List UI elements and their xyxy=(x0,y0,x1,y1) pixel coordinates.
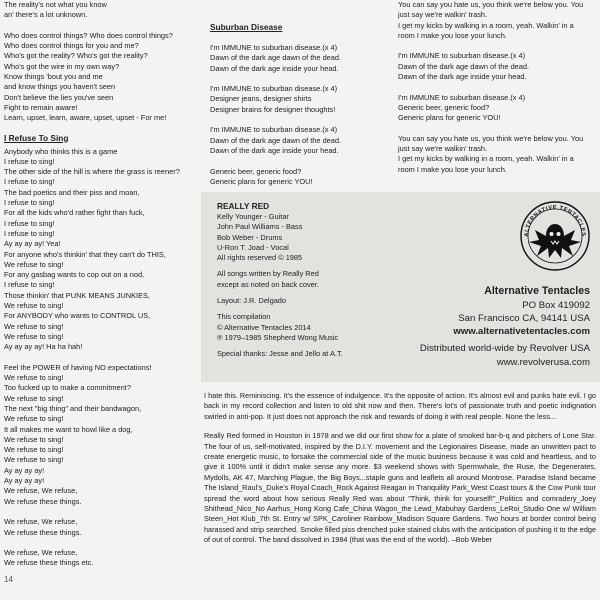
stanza-break xyxy=(4,538,200,548)
compilation-credit xyxy=(217,312,397,343)
lyric-line: Ay ay ay ay! xyxy=(4,465,45,475)
lyrics-suburban-disease xyxy=(210,43,390,187)
lyric-line: Who does control things? Who does control things? xyxy=(4,30,173,40)
lyric-line: The bad poetics and their piss and moan, xyxy=(4,187,140,197)
band-name: REALLY RED xyxy=(217,201,270,211)
rights-line: All rights reserved © 1985 xyxy=(217,253,303,263)
lyric-line: an' there's a lot unknown. xyxy=(4,10,88,20)
lyric-line: We refuse, We refuse, xyxy=(4,486,78,496)
lyric-line: We refuse to sing! xyxy=(4,455,64,465)
stanza-break xyxy=(210,115,390,125)
lyric-line: I refuse to sing! xyxy=(4,177,55,187)
special-thanks: Special thanks: Jesse and Jello at A.T. xyxy=(217,349,343,359)
lyric-line: For anyone who's thinkin' that they can't do THIS, xyxy=(4,249,166,259)
lyric-line: We refuse these things etc. xyxy=(4,558,94,568)
lyrics-continued xyxy=(4,0,200,124)
stanza-break xyxy=(398,82,598,92)
lyric-line: Generic beer, generic food? xyxy=(398,102,490,112)
distributor-website[interactable]: www.revolverusa.com xyxy=(496,357,590,368)
lyric-line: Who's got the reality? Who's got the reality? xyxy=(4,51,148,61)
lyric-line: room I make you lose your lunch. xyxy=(398,164,507,174)
lyric-line: I'm IMMUNE to suburban disease.(x 4) xyxy=(398,51,526,61)
lyric-line: For all the kids who'd rather fight than fuck, xyxy=(4,208,145,218)
lyric-line: We refuse, We refuse, xyxy=(4,517,78,527)
lyric-line: The reality's not what you know xyxy=(4,0,107,9)
alternative-tentacles-logo xyxy=(515,200,595,272)
lyric-line: Those thinkin' that PUNK MEANS JUNKIES, xyxy=(4,290,150,300)
member-list xyxy=(217,212,397,253)
lyric-line: You can say you hate us, you think we're below you. You xyxy=(398,0,584,9)
lyric-line: We refuse to sing! xyxy=(4,259,64,269)
songs-note xyxy=(217,269,397,290)
lyric-line: Generic plans for generic YOU! xyxy=(210,176,313,186)
lyric-line: We refuse to sing! xyxy=(4,321,64,331)
lyric-line: We refuse these things. xyxy=(4,527,82,537)
label-po-box: PO Box 419092 xyxy=(522,300,590,311)
lyric-line: Feel the POWER of having NO expectations! xyxy=(4,362,152,372)
lyric-line: We refuse to sing! xyxy=(4,331,64,341)
lyric-line: I refuse to sing! xyxy=(4,198,55,208)
lyric-line: The next "big thing" and their bandwagon, xyxy=(4,403,142,413)
lyric-line: You can say you hate us, you think we're below you. You xyxy=(398,133,584,143)
liner-notes-paragraph-2: Really Red formed in Houston in 1978 and we did our first show for a plate of smoked bar-b-q and pitchers of Lone Star. The four of us, self-motivated, inspired by the D.I.Y. movement and the Legionaires Disease, made an unwritten pact to create energetic music, to forsake the commercial side of the music business because it was cold and heartless, and to give it 100% until it didn't make sense any more. $3 weekend shows with Spermwhale, the Ruse, the Degenerates, Mydolls, AK 47, Marching Plague, the Big Boys...staple guns and leaflets all around Montrose. Paradise Island became The Island_Raul's_Duke's Royal Coach_Rock Against Reagan in Tranquility Park_West Coast tours & the Cow Punk tour spread the word about how serious Really Red was about "Think, think for yourself!"_Politics and comradery_Joey Shithead_Nico_No Aarhus_Hong Kong Cafe_China Wagon_the Lewd_Mabuhay Gardens_LeRoi_Studio One w/ William Steen_Hot Klub_7th St. Entry w/ SPK_Caroliner Rainbow_Madison Square Gardens. Two hours at border control being harassed and strip searched. Smoke filled piss drenched puke stained clubs with the anticipation of pushing it to the edge of out of control. The band dissolved in 1984 (that was the end of the world). –Bob Weber xyxy=(204,431,596,545)
lyric-line: I refuse to sing! xyxy=(4,280,55,290)
lyric-line: Designer jeans, designer shirts xyxy=(210,94,312,104)
stanza-break xyxy=(4,21,200,31)
lyric-line: I'm IMMUNE to suburban disease.(x 4) xyxy=(210,84,338,94)
lyric-line: just say we're walkin' trash. xyxy=(398,144,488,154)
lyrics-i-refuse-to-sing xyxy=(4,147,200,569)
page-number: 14 xyxy=(4,575,13,584)
svg-text:ALTERNATIVE TENTACLES: ALTERNATIVE TENTACLES xyxy=(523,204,587,237)
credit-line: This compilation xyxy=(217,312,271,322)
lyric-line: Who does control things for you and me? xyxy=(4,41,139,51)
layout-credit: Layout: J.R. Delgado xyxy=(217,296,287,306)
member-line: Bob Weber - Drums xyxy=(217,232,283,242)
song-title-i-refuse-to-sing: I Refuse To Sing xyxy=(4,132,69,143)
lyric-line: We refuse to sing! xyxy=(4,301,64,311)
lyric-line: The other side of the hill is where the grass is reener? xyxy=(4,167,180,177)
liner-notes-paragraph-1: I hate this. Reminiscing. It's the essence of indulgence. It's the opposite of action. It's almost evil and punks hate evil. I go back in my record collection and listen to old shit now and then. There's lot's of passionate truth and poetic indignation swirled in anti-pop. It just does not approach the risk and rewards of doing it with real people. None the less... xyxy=(204,391,596,421)
lyric-line: We refuse, We refuse, xyxy=(4,548,78,558)
lyric-line: Dawn of the dark age dawn of the dead. xyxy=(398,61,530,71)
band-credits xyxy=(217,200,397,360)
lyric-line: We refuse these things. xyxy=(4,496,82,506)
song-title-suburban-disease: Suburban Disease xyxy=(210,22,283,32)
stanza-break xyxy=(210,156,390,166)
distribution-line: Distributed world-wide by Revolver USA xyxy=(419,343,590,354)
lyric-line: We refuse to sing! xyxy=(4,414,64,424)
label-website[interactable]: www.alternativetentacles.com xyxy=(453,326,590,337)
lyric-line: I'm IMMUNE to suburban disease.(x 4) xyxy=(210,125,338,135)
lyric-line: We refuse to sing! xyxy=(4,434,64,444)
lyric-line: Fight to remain aware! xyxy=(4,102,78,112)
stanza-break xyxy=(398,41,598,51)
lyric-line: Ay ay ay ay! Ha ha hah! xyxy=(4,342,83,352)
member-line: Kelly Younger - Guitar xyxy=(217,212,289,221)
lyric-line: I get my kicks by walking in a room, yeah. Walkin' in a xyxy=(398,154,574,164)
lyric-line: just say we're walkin' trash. xyxy=(398,10,488,20)
lyric-line: Generic beer, generic food? xyxy=(210,166,302,176)
lyric-line: I'm IMMUNE to suburban disease.(x 4) xyxy=(398,92,526,102)
credit-line: ℗ 1979–1985 Shepherd Wong Music xyxy=(217,332,339,342)
member-line: U-Ron T. Joad - Vocal xyxy=(217,242,289,252)
lyric-line: Generic plans for generic YOU! xyxy=(398,113,501,123)
lyric-line: Ay ay ay ay! Yea! xyxy=(4,239,61,249)
lyric-line: I refuse to sing! xyxy=(4,156,55,166)
lyric-line: We refuse to sing! xyxy=(4,393,64,403)
lyric-line: For ANYBODY who wants to CONTROL US, xyxy=(4,311,151,321)
lyric-line: Anybody who thinks this is a game xyxy=(4,146,118,156)
stanza-break xyxy=(398,124,598,134)
lyric-line: Dawn of the dark age dawn of the dead. xyxy=(210,135,342,145)
lyric-line: Know things 'bout you and me xyxy=(4,72,103,82)
lyric-line: I refuse to sing! xyxy=(4,218,55,228)
lyrics-suburban-disease-continued xyxy=(398,0,598,175)
lyric-line: We refuse to sing! xyxy=(4,445,64,455)
liner-notes xyxy=(204,391,596,555)
right-column xyxy=(398,0,598,175)
stanza-break xyxy=(210,74,390,84)
lyric-line: I'm IMMUNE to suburban disease.(x 4) xyxy=(210,43,338,52)
lyric-line: Who's got the wire in my own way? xyxy=(4,61,120,71)
lyric-line: room I make you lose your lunch. xyxy=(398,30,507,40)
lyric-line: Dawn of the dark age dawn of the dead. xyxy=(210,53,342,63)
left-column xyxy=(4,0,200,569)
middle-column xyxy=(210,22,390,187)
lyric-line: Dawn of the dark age inside your head. xyxy=(398,72,527,82)
lyric-line: Dawn of the dark age inside your head. xyxy=(210,63,339,73)
lyric-line: Learn, upset, learn, aware, upset, upset - For me! xyxy=(4,113,167,123)
lyric-line: I get my kicks by walking in a room, yeah. Walkin' in a xyxy=(398,20,574,30)
credit-line: All songs written by Really Red xyxy=(217,269,319,279)
stanza-break xyxy=(4,353,200,363)
label-city: San Francisco CA, 94141 USA xyxy=(458,313,590,324)
lyric-line: Dawn of the dark age inside your head. xyxy=(210,145,339,155)
lyric-line: I refuse to sing! xyxy=(4,228,55,238)
lyric-line: and know things you haven't seen xyxy=(4,82,116,92)
lyric-line: We refuse to sing! xyxy=(4,373,64,383)
stanza-break xyxy=(4,507,200,517)
lyric-line: It all makes me want to howl like a dog, xyxy=(4,424,133,434)
lyric-line: Too fucked up to make a commitment? xyxy=(4,383,131,393)
lyric-line: For any gasbag wants to cop out on a nod, xyxy=(4,270,145,280)
credit-line: except as noted on back cover. xyxy=(217,279,319,289)
lyric-line: Designer brains for designer thoughts! xyxy=(210,104,336,114)
lyric-line: Don't believe the lies you've seen xyxy=(4,92,114,102)
lyric-line: Ay ay ay ay! xyxy=(4,476,45,486)
member-line: John Paul Williams - Bass xyxy=(217,222,303,232)
label-name: Alternative Tentacles xyxy=(484,285,590,297)
credit-line: © Alternative Tentacles 2014 xyxy=(217,322,311,332)
